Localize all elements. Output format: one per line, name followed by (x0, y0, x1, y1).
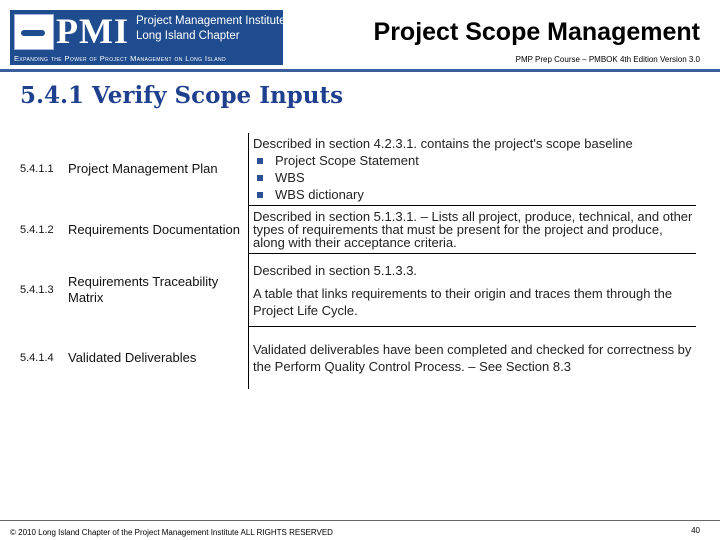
description-line-2: A table that links requirements to their origin and traces them through the Project Life Cycle. (253, 285, 673, 318)
bullet-list (253, 152, 696, 203)
pmi-logo (10, 10, 286, 65)
bullet-text: WBS dictionary (275, 187, 364, 202)
org-line-1: Project Management Institute (136, 15, 286, 27)
input-number: 5.4.1.1 (20, 163, 54, 176)
copyright-notice: © 2010 Long Island Chapter of the Project Management Institute ALL RIGHTS RESERVED (10, 528, 333, 537)
inputs-table (20, 133, 696, 389)
org-line-2: Long Island Chapter (136, 30, 240, 42)
table-row (20, 206, 696, 254)
table-row (20, 254, 696, 327)
description-text: Described in section 4.2.3.1. contains the project's scope baseline (253, 136, 633, 151)
header-divider (0, 69, 720, 72)
bullet-text: WBS (275, 170, 305, 185)
long-island-map-icon (14, 14, 54, 50)
table-row (20, 133, 696, 206)
bullet-text: Project Scope Statement (275, 153, 419, 168)
footer-divider (0, 520, 720, 521)
description-line-1: Described in section 5.1.3.3. (253, 262, 418, 278)
logo-org-name (136, 14, 286, 44)
logo-letters: PMI (56, 11, 129, 51)
input-name: Validated Deliverables (68, 349, 197, 365)
list-item (253, 152, 696, 169)
input-name: Requirements Traceability Matrix (68, 274, 219, 305)
bullet-icon (257, 158, 263, 164)
input-description: Described in section 5.1.3.1. – Lists all project, produce, technical, and other types of requirements that must be present for the project and produce, along with their acceptance criteria. (249, 206, 697, 254)
input-number: 5.4.1.4 (20, 351, 54, 364)
course-subtitle: PMP Prep Course – PMBOK 4th Edition Version 3.0 (515, 55, 700, 64)
slide-title: 5.4.1 Verify Scope Inputs (20, 82, 344, 109)
bullet-icon (257, 175, 263, 181)
page-number: 40 (691, 526, 700, 535)
logo-tagline: Expanding the Power of Project Management on Long Island (14, 54, 227, 63)
input-number: 5.4.1.3 (20, 284, 54, 296)
input-description (249, 133, 697, 206)
input-description (249, 254, 697, 327)
header-title: Project Scope Management (373, 18, 700, 46)
bullet-icon (257, 192, 263, 198)
table-row (20, 327, 696, 390)
list-item (253, 186, 696, 203)
input-number: 5.4.1.2 (20, 223, 54, 236)
list-item (253, 169, 696, 186)
input-name: Requirements Documentation (68, 221, 240, 237)
input-description: Validated deliverables have been completed and checked for correctness by the Perform Quality Control Process. – See Section 8.3 (249, 327, 697, 390)
input-name: Project Management Plan (68, 161, 218, 177)
